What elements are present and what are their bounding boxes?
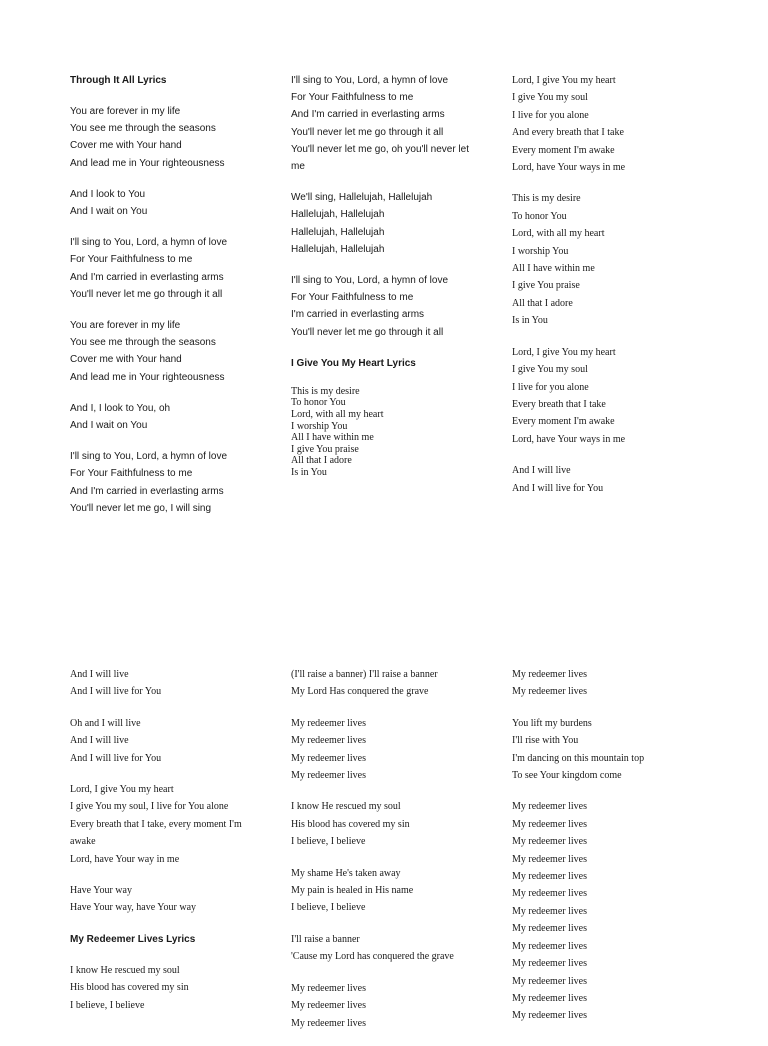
lyric-line: Lord, I give You my heart: [70, 784, 174, 796]
lyric-line: This is my desire: [512, 193, 581, 205]
lyric-line: We'll sing, Hallelujah, Hallelujah: [291, 192, 433, 204]
lyric-line: I'll raise a banner: [291, 933, 360, 945]
lyric-line: For Your Faithfulness to me: [291, 292, 414, 304]
lyric-line: Lord, I give You my heart: [512, 75, 616, 86]
lyric-line: Have Your way: [70, 885, 132, 897]
lyric-line: My redeemer lives: [512, 801, 587, 813]
lyric-line: I'm carried in everlasting arms: [291, 309, 425, 321]
lyric-stanza: [512, 715, 712, 785]
lyric-line: Cover me with Your hand: [70, 354, 182, 366]
lyric-line: I'll sing to You, Lord, a hymn of love: [70, 237, 228, 249]
lyric-line: And I will live: [70, 735, 129, 747]
lyric-line: (I'll raise a banner) I'll raise a banner: [291, 669, 438, 680]
lyric-line: Hallelujah, Hallelujah: [291, 243, 385, 255]
lyric-line: My redeemer lives: [512, 905, 587, 917]
lyric-line: For Your Faithfulness to me: [70, 468, 193, 480]
lyric-line: Oh and I will live: [70, 717, 141, 729]
lyric-line: My redeemer lives: [512, 871, 587, 883]
lyric-line: 'Cause my Lord has conquered the grave: [291, 951, 454, 963]
lyric-line: I'll sing to You, Lord, a hymn of love: [70, 451, 228, 463]
lyric-line: For Your Faithfulness to me: [70, 254, 193, 266]
lyric-stanza: [70, 781, 250, 868]
p1c1-stanzas: [70, 103, 270, 517]
lyric-line: Lord, have Your ways in me: [512, 162, 626, 174]
lyric-line: All that I adore: [291, 455, 352, 467]
lyric-line: Lord, with all my heart: [512, 228, 605, 240]
lyric-line: My redeemer lives: [512, 940, 587, 952]
lyric-line: You'll never let me go, I will sing: [70, 502, 212, 514]
lyric-line: All that I adore: [512, 297, 573, 309]
lyric-line: Is in You: [291, 467, 327, 478]
lyric-line: Every breath that I take, every moment I'm awake: [70, 818, 245, 848]
lyric-line: You lift my burdens: [512, 717, 592, 729]
lyric-line: My redeemer lives: [512, 836, 587, 848]
lyric-stanza: [291, 715, 491, 785]
lyric-line: My redeemer lives: [512, 818, 587, 830]
lyric-stanza: [70, 666, 250, 701]
lyric-line: I'm dancing on this mountain top: [512, 752, 645, 764]
lyric-stanza: [512, 666, 712, 701]
lyric-line: And I will live: [512, 465, 571, 477]
lyric-line: My Lord Has conquered the grave: [291, 686, 429, 698]
lyric-line: And I, I look to You, oh: [70, 402, 171, 414]
p2-column-2: [291, 666, 491, 1046]
lyric-line: I worship You: [291, 420, 348, 432]
lyric-line: All I have within me: [512, 263, 595, 275]
lyric-line: You'll never let me go, oh you'll never let me: [291, 143, 472, 173]
lyric-line: My redeemer lives: [512, 669, 587, 680]
lyric-stanza: [291, 798, 491, 850]
lyric-line: Hallelujah, Hallelujah: [291, 209, 385, 221]
lyric-line: And I wait on You: [70, 420, 148, 432]
lyric-line: I live for you alone: [512, 381, 589, 393]
lyric-line: And I'm carried in everlasting arms: [70, 271, 224, 283]
p1c2-stanzas: [291, 72, 471, 341]
song-title-i-give-you-my-heart: I Give You My Heart Lyrics: [291, 357, 416, 369]
lyric-line: Lord, have Your ways in me: [512, 433, 626, 445]
lyric-line: Lord, I give You my heart: [512, 346, 616, 358]
p1-column-2: [291, 72, 491, 479]
lyric-stanza: [70, 882, 250, 917]
lyric-stanza: [70, 103, 270, 172]
lyric-line: Lord, have Your way in me: [70, 853, 180, 865]
lyric-stanza: [70, 317, 270, 386]
lyric-stanza: [291, 666, 491, 701]
lyric-line: You are forever in my life: [70, 320, 181, 332]
lyric-stanza: [512, 462, 712, 497]
lyric-stanza: [70, 186, 270, 220]
lyric-line: I live for you alone: [512, 109, 589, 121]
lyric-line: I give You my soul: [512, 364, 588, 376]
p2-column-3: [512, 666, 712, 1039]
lyric-line: My pain is healed in His name: [291, 885, 414, 897]
lyric-line: I give You praise: [512, 280, 580, 292]
lyric-line: My redeemer lives: [291, 735, 366, 747]
p2-column-1: [70, 666, 270, 1028]
lyric-line: And I'm carried in everlasting arms: [70, 485, 224, 497]
lyric-line: And I wait on You: [70, 206, 148, 218]
lyric-line: You see me through the seasons: [70, 123, 216, 135]
lyric-line: And every breath that I take: [512, 127, 624, 139]
lyric-line: You see me through the seasons: [70, 337, 216, 349]
lyric-line: My redeemer lives: [291, 1017, 366, 1029]
lyric-line: To see Your kingdom come: [512, 770, 622, 782]
lyric-line: I'll sing to You, Lord, a hymn of love: [291, 75, 449, 86]
lyric-stanza: [291, 865, 491, 917]
lyric-line: I give You my soul, I live for You alone: [70, 801, 229, 813]
p2c3-stanzas: [512, 666, 712, 1025]
lyric-line: His blood has covered my sin: [291, 818, 410, 830]
lyric-line: Is in You: [512, 315, 548, 327]
lyric-line: You'll never let me go through it all: [291, 126, 444, 138]
lyric-line: I believe, I believe: [291, 902, 366, 914]
lyric-line: I'll rise with You: [512, 735, 579, 747]
lyric-line: And I will live for You: [512, 482, 604, 494]
lyric-line: And I will live for You: [70, 752, 162, 764]
lyric-line: I know He rescued my soul: [70, 964, 180, 976]
lyric-line: Hallelujah, Hallelujah: [291, 226, 385, 238]
lyric-line: This is my desire: [291, 385, 360, 397]
lyric-line: My redeemer lives: [291, 1000, 366, 1012]
p2c1-stanzas: [70, 666, 250, 917]
lyric-line: And I look to You: [70, 188, 146, 200]
p1-column-1: [70, 72, 270, 531]
lyric-line: My redeemer lives: [291, 982, 366, 994]
lyric-stanza: [512, 190, 712, 329]
lyric-stanza: [291, 72, 471, 175]
p1c3-stanzas: [512, 72, 712, 497]
lyric-line: All I have within me: [291, 432, 374, 444]
lyric-line: His blood has covered my sin: [70, 982, 189, 994]
lyric-line: You are forever in my life: [70, 106, 181, 117]
lyric-stanza: [291, 931, 491, 966]
lyric-line: Lord, with all my heart: [291, 409, 384, 421]
lyric-line: My redeemer lives: [512, 923, 587, 935]
lyric-line: My redeemer lives: [512, 958, 587, 970]
lyric-stanza: [70, 962, 270, 1014]
p1c2-tight-stanza: [291, 386, 491, 479]
lyric-line: I believe, I believe: [291, 836, 366, 848]
lyric-line: And lead me in Your righteousness: [70, 157, 225, 169]
lyric-line: My redeemer lives: [291, 770, 366, 782]
lyric-line: And I will live for You: [70, 686, 162, 698]
lyric-line: My redeemer lives: [512, 992, 587, 1004]
lyric-stanza: [70, 400, 270, 434]
lyric-line: To honor You: [291, 397, 346, 409]
p2c1-stanzas-2: [70, 962, 270, 1014]
lyric-line: My redeemer lives: [512, 1010, 587, 1022]
p1-column-3: [512, 72, 712, 511]
lyric-stanza: [291, 980, 491, 1032]
lyric-stanza: [291, 272, 471, 341]
lyric-line: To honor You: [512, 210, 567, 222]
lyric-line: I worship You: [512, 245, 569, 257]
lyric-line: My redeemer lives: [512, 888, 587, 900]
lyric-line: Every moment I'm awake: [512, 416, 615, 428]
lyric-line: My redeemer lives: [291, 717, 366, 729]
lyric-stanza: [291, 189, 471, 258]
lyric-line: I believe, I believe: [70, 999, 145, 1011]
p2c2-stanzas: [291, 666, 491, 1032]
lyric-line: And I will live: [70, 669, 129, 680]
lyric-line: You'll never let me go through it all: [291, 326, 444, 338]
song-title-through-it-all: Through It All Lyrics: [70, 75, 167, 86]
lyric-line: My redeemer lives: [512, 853, 587, 865]
lyric-line: My redeemer lives: [512, 975, 587, 987]
lyric-line: And lead me in Your righteousness: [70, 371, 225, 383]
lyric-line: Every moment I'm awake: [512, 144, 615, 156]
lyric-line: I know He rescued my soul: [291, 801, 401, 813]
lyric-line: For Your Faithfulness to me: [291, 92, 414, 104]
lyric-stanza: [70, 715, 250, 767]
lyric-stanza: [70, 448, 270, 517]
lyric-line: Every breath that I take: [512, 398, 606, 410]
lyric-stanza: [512, 344, 712, 448]
lyric-line: Cover me with Your hand: [70, 140, 182, 152]
lyric-stanza: [512, 798, 712, 1024]
lyric-line: And I'm carried in everlasting arms: [291, 109, 445, 121]
lyric-line: I give You praise: [291, 443, 359, 455]
lyric-line: I give You my soul: [512, 92, 588, 104]
lyric-line: My redeemer lives: [291, 752, 366, 764]
lyric-stanza: [70, 234, 270, 303]
lyric-line: Have Your way, have Your way: [70, 902, 197, 914]
lyric-line: You'll never let me go through it all: [70, 288, 223, 300]
lyric-line: My shame He's taken away: [291, 867, 401, 879]
lyric-line: I'll sing to You, Lord, a hymn of love: [291, 275, 449, 287]
song-title-my-redeemer-lives: My Redeemer Lives Lyrics: [70, 933, 196, 945]
lyric-line: My redeemer lives: [512, 686, 587, 698]
lyric-stanza: [512, 72, 712, 176]
